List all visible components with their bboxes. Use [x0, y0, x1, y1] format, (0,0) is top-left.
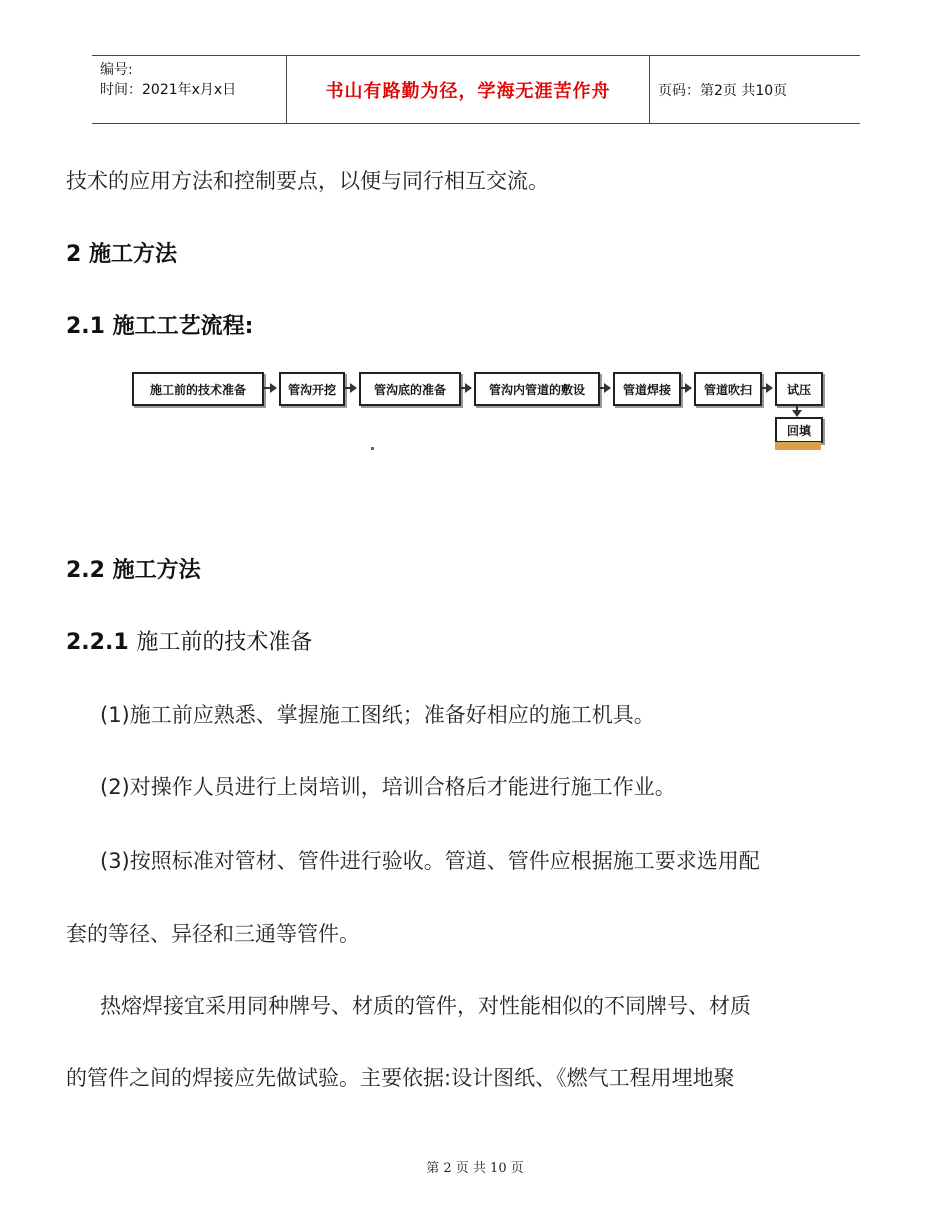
paragraph-4-line-1: 热熔焊接宜采用同种牌号、材质的管件，对性能相似的不同牌号、材质: [100, 994, 751, 1018]
paragraph-3-line-1: (3)按照标准对管材、管件进行验收。管道、管件应根据施工要求选用配: [100, 849, 760, 873]
flow-step-pipe-laying: 管沟内管道的敷设: [474, 372, 600, 406]
page-footer: 第 2 页 共 10 页: [426, 1161, 524, 1176]
flow-step-trench-excavation: 管沟开挖: [279, 372, 345, 406]
flow-step-backfill: 回填: [775, 417, 823, 443]
paragraph-2: (2)对操作人员进行上岗培训，培训合格后才能进行施工作业。: [100, 775, 676, 799]
flow-step-pipe-purging: 管道吹扫: [694, 372, 762, 406]
header-meta: [100, 60, 236, 100]
flow-step-trench-bottom-prep: 管沟底的准备: [359, 372, 461, 406]
section-heading-2-1: 2.1 施工工艺流程:: [66, 314, 254, 339]
code-label: 编号:: [100, 62, 133, 78]
intro-line: 技术的应用方法和控制要点，以便与同行相互交流。: [66, 169, 549, 193]
flow-arrow-down: [796, 406, 798, 415]
watermark-strip: [775, 442, 821, 450]
flow-arrow: [599, 387, 610, 389]
time-label: 时间：2021年x月x日: [100, 82, 237, 98]
header-page-info: 页码：第2页 共10页: [658, 82, 788, 99]
section-heading-2-2: 2.2 施工方法: [66, 558, 201, 583]
heading-number: 2.2.1: [66, 630, 129, 655]
flow-arrow: [263, 387, 276, 389]
paragraph-3-line-2: 套的等径、异径和三通等管件。: [66, 922, 360, 946]
flow-step-tech-prep: 施工前的技术准备: [132, 372, 264, 406]
page-header: [92, 55, 860, 124]
flow-arrow: [761, 387, 772, 389]
scan-speck: [371, 447, 374, 450]
flow-arrow: [680, 387, 691, 389]
flow-step-pressure-test: 试压: [775, 372, 823, 406]
paragraph-1: (1)施工前应熟悉、掌握施工图纸；准备好相应的施工机具。: [100, 703, 655, 727]
header-divider: [286, 56, 287, 123]
header-motto: 书山有路勤为径，学海无涯苦作舟: [325, 80, 611, 102]
flow-step-pipe-welding: 管道焊接: [613, 372, 681, 406]
section-heading-2: 2 施工方法: [66, 242, 177, 267]
header-divider: [649, 56, 650, 123]
heading-text: 施工前的技术准备: [136, 630, 313, 655]
flow-arrow: [460, 387, 471, 389]
section-heading-2-2-1: [66, 625, 312, 656]
paragraph-4-line-2: 的管件之间的焊接应先做试验。主要依据:设计图纸、《燃气工程用埋地聚: [66, 1066, 735, 1090]
flow-arrow: [344, 387, 356, 389]
